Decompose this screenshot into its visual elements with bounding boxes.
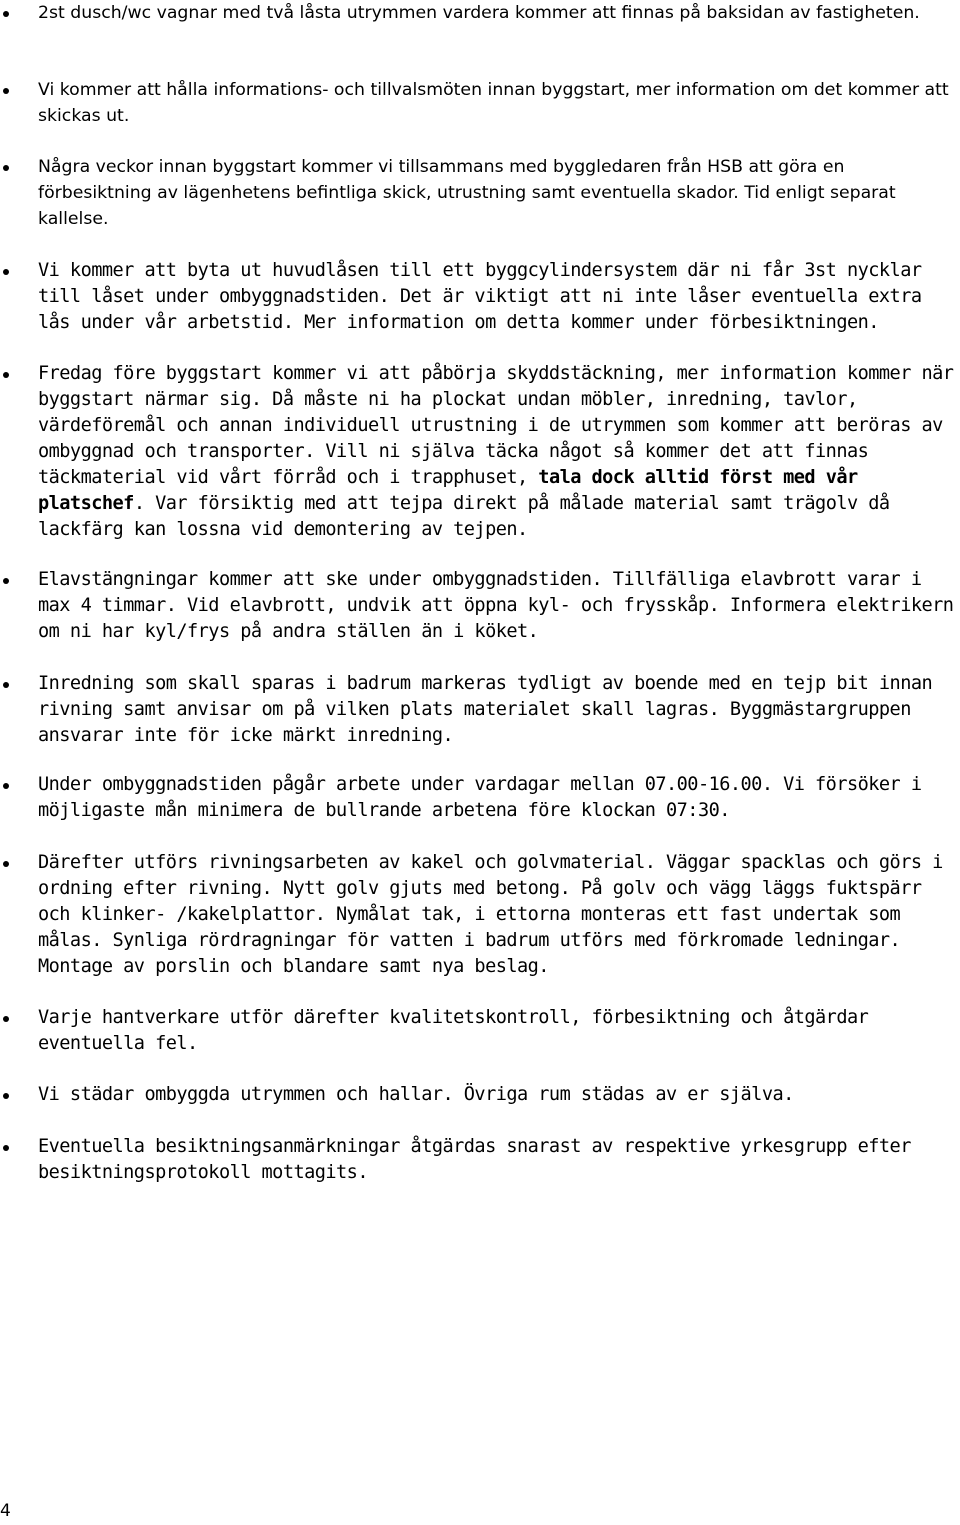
- bullet-icon: [3, 861, 9, 867]
- bullet-icon: [3, 1093, 9, 1099]
- list-item-text: Därefter utförs rivningsarbeten av kakel och golvmaterial. Väggar spacklas och görs i ordning efter rivning. Nytt golv gjuts med betong. På golv och vägg läggs fuktspärr och klinker- /kakelplattor. Nymålat tak, i ettorna monteras ett fast undertak som målas. Synliga rördragningar för vatten i badrum utförs med förkromade ledningar. Montage av porslin och blandare samt nya beslag.: [38, 852, 943, 977]
- bullet-icon: [3, 11, 9, 17]
- emphasis-text: tala dock alltid först med vår platschef: [38, 467, 858, 514]
- list-item-text: Elavstängningar kommer att ske under ombyggnadstiden. Tillfälliga elavbrott varar i max 4 timmar. Vid elavbrott, undvik att öppna kyl- och frysskåp. Informera elektrikern om ni har kyl/frys på andra ställen än i köket.: [38, 569, 954, 642]
- bullet-icon: [3, 783, 9, 789]
- list-item-text: Vi kommer att hålla informations- och tillvalsmöten innan byggstart, mer information om det kommer att skickas ut.: [38, 80, 949, 126]
- list-item-text-part: Fredag före byggstart kommer vi att påbörja skyddstäckning, mer information kommer när byggstart närmar sig. Då måste ni ha plockat undan möbler, inredning, tavlor, värdeföremål och annan individuell utrustning i de utrymmen som kommer att beröras av ombyggnad och transporter. Vill ni själva täcka något så kommer det att finnas täckmaterial vid vårt förråd och i trapphuset,: [38, 363, 954, 488]
- bullet-icon: [3, 1145, 9, 1151]
- list-item-text: 2st dusch/wc vagnar med två låsta utrymmen vardera kommer att finnas på baksidan av fastigheten.: [38, 3, 920, 23]
- list-item-text: Eventuella besiktningsanmärkningar åtgärdas snarast av respektive yrkesgrupp efter besiktningsprotokoll mottagits.: [38, 1136, 911, 1183]
- bullet-icon: [3, 88, 9, 94]
- bullet-icon: [3, 1016, 9, 1022]
- list-item-text: Vi städar ombyggda utrymmen och hallar. Övriga rum städas av er själva.: [38, 1084, 794, 1105]
- list-item-text: Inredning som skall sparas i badrum markeras tydligt av boende med en tejp bit innan rivning samt anvisar om på vilken plats materialet skall lagras. Byggmästargruppen ansvarar inte för icke märkt inredning.: [38, 673, 933, 746]
- bullet-icon: [3, 269, 9, 275]
- list-item-text-part: . Var försiktig med att tejpa direkt på målade material samt trägolv då lackfärg kan lossna vid demontering av tejpen.: [38, 493, 890, 540]
- list-item-text: [38, 361, 958, 543]
- bullet-icon: [3, 578, 9, 584]
- list-item-text: Vi kommer att byta ut huvudlåsen till ett byggcylindersystem där ni får 3st nycklar till låset under ombyggnadstiden. Det är viktigt att ni inte låser eventuella extra lås under vår arbetstid. Mer information om detta kommer under förbesiktningen.: [38, 260, 922, 333]
- page-number: 4: [0, 1501, 11, 1521]
- bullet-icon: [3, 165, 9, 171]
- list-item-text: Under ombyggnadstiden pågår arbete under vardagar mellan 07.00-16.00. Vi försöker i möjligaste mån minimera de bullrande arbetena före klockan 07:30.: [38, 774, 922, 821]
- list-item-text: Några veckor innan byggstart kommer vi tillsammans med byggledaren från HSB att göra en förbesiktning av lägenhetens befintliga skick, utrustning samt eventuella skador. Tid enligt separat kallelse.: [38, 157, 896, 229]
- bullet-icon: [3, 372, 9, 378]
- list-item-text: Varje hantverkare utför därefter kvalitetskontroll, förbesiktning och åtgärdar eventuella fel.: [38, 1007, 869, 1054]
- bullet-icon: [3, 682, 9, 688]
